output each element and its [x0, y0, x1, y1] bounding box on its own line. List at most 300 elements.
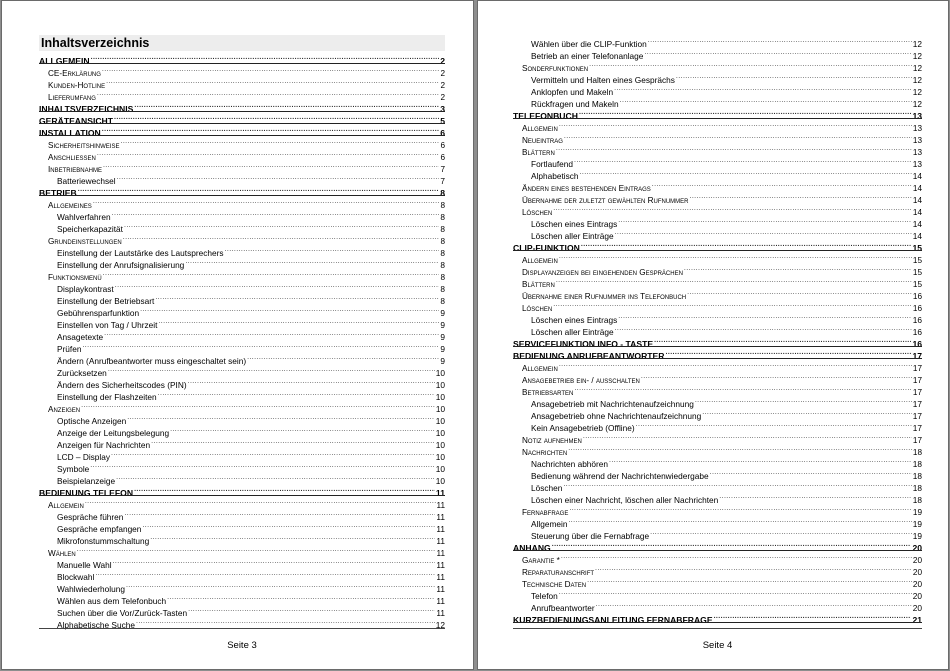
- dot-leader: [140, 304, 439, 316]
- dot-leader: [97, 88, 440, 100]
- toc-entry[interactable]: [513, 527, 922, 539]
- toc-entry-page-number: 19: [912, 508, 922, 517]
- dot-leader: [695, 395, 912, 407]
- toc-entry[interactable]: [513, 215, 922, 227]
- toc-entry-page-number: 8: [440, 248, 445, 258]
- dot-leader: [552, 539, 912, 551]
- toc-entry-text: Reparaturanschrift: [522, 568, 595, 577]
- dot-leader: [719, 491, 912, 503]
- toc-entry[interactable]: [513, 107, 922, 119]
- toc-entry[interactable]: [39, 208, 445, 220]
- toc-entry-text: Wählen: [48, 549, 76, 558]
- toc-entry-page-number: 9: [440, 320, 445, 330]
- toc-entry-page-number: 12: [912, 39, 922, 49]
- toc-entry-text: ANHANG: [513, 543, 551, 553]
- toc-entry-text: BEDIENUNG ANRUFBEANTWORTER: [513, 351, 665, 361]
- dot-leader: [689, 191, 911, 203]
- toc-entry-page-number: 17: [912, 411, 922, 421]
- dot-leader: [185, 256, 439, 268]
- toc-entry-text: Allgemein: [48, 501, 84, 510]
- toc-entry-page-number: 6: [440, 141, 445, 150]
- toc-entry[interactable]: [513, 47, 922, 59]
- toc-entry[interactable]: [513, 275, 922, 287]
- toc-entry-text: Neueintrag: [522, 136, 563, 145]
- toc-entry-text: Anzeige der Leitungsbelegung: [57, 428, 170, 438]
- toc-entry[interactable]: [39, 484, 445, 496]
- toc-entry-page-number: 13: [912, 111, 922, 121]
- toc-entry[interactable]: [513, 71, 922, 83]
- toc-entry[interactable]: [39, 196, 445, 208]
- toc-entry[interactable]: [513, 479, 922, 491]
- toc-entry[interactable]: [39, 148, 445, 160]
- dot-leader: [559, 587, 912, 599]
- toc-entry-page-number: 8: [440, 260, 445, 270]
- toc-entry[interactable]: [513, 227, 922, 239]
- toc-entry[interactable]: [39, 400, 445, 412]
- toc-entry-text: Fortlaufend: [531, 159, 573, 169]
- toc-entry[interactable]: [39, 460, 445, 472]
- toc-entry-page-number: 8: [440, 201, 445, 210]
- toc-entry-page-number: 18: [912, 448, 922, 457]
- toc-entry-text: Löschen: [531, 483, 563, 493]
- toc-entry[interactable]: [513, 35, 922, 47]
- dot-leader: [127, 412, 435, 424]
- toc-entry[interactable]: [39, 52, 445, 64]
- dot-leader: [581, 239, 912, 251]
- toc-entry-text: ALLGEMEIN: [39, 56, 90, 66]
- dot-leader: [85, 496, 436, 508]
- toc-entry-page-number: 8: [440, 237, 445, 246]
- toc-entry-text: Anrufbeantworter: [531, 603, 595, 613]
- dot-leader: [568, 515, 911, 527]
- toc-entry[interactable]: [513, 155, 922, 167]
- toc-entry-page-number: 14: [912, 231, 922, 241]
- toc-entry[interactable]: [513, 539, 922, 551]
- toc-entry[interactable]: [39, 124, 445, 136]
- dot-leader: [618, 215, 912, 227]
- toc-entry-text: Nachrichten abhören: [531, 459, 609, 469]
- toc-entry-page-number: 10: [435, 392, 445, 402]
- dot-leader: [90, 460, 434, 472]
- toc-entry-page-number: 12: [435, 620, 445, 630]
- toc-entry-page-number: 11: [435, 488, 445, 498]
- dot-leader: [134, 100, 439, 112]
- toc-entry-page-number: 16: [912, 304, 922, 313]
- toc-entry-page-number: 11: [436, 524, 445, 534]
- toc-entry[interactable]: [513, 407, 922, 419]
- toc-entry[interactable]: [39, 592, 445, 604]
- toc-entry-text: BETRIEB: [39, 188, 77, 198]
- dot-leader: [102, 64, 440, 76]
- dot-leader: [114, 112, 439, 124]
- toc-entry-page-number: 10: [435, 440, 445, 450]
- toc-entry[interactable]: [513, 179, 922, 191]
- toc-entry-page-number: 20: [912, 556, 922, 565]
- dot-leader: [553, 203, 912, 215]
- dot-leader: [158, 316, 439, 328]
- toc-entry-page-number: 10: [435, 416, 445, 426]
- toc-entry-page-number: 10: [435, 368, 445, 378]
- toc-entry-page-number: 11: [436, 536, 445, 546]
- toc-entry[interactable]: [513, 551, 922, 563]
- toc-entry-text: Displaykontrast: [57, 284, 114, 294]
- toc-entry-text: Lieferumfang: [48, 93, 96, 102]
- toc-entry[interactable]: [513, 611, 922, 623]
- toc-entry-page-number: 17: [912, 436, 922, 445]
- dot-leader: [124, 508, 435, 520]
- toc-entry-text: Löschen: [522, 208, 553, 217]
- dot-leader: [91, 52, 440, 64]
- toc-entry[interactable]: [513, 263, 922, 275]
- toc-entry-page-number: 11: [436, 596, 445, 606]
- toc-entry[interactable]: [39, 100, 445, 112]
- toc-entry-text: Betriebsarten: [522, 388, 574, 397]
- dot-leader: [580, 167, 912, 179]
- toc-entry[interactable]: [513, 431, 922, 443]
- dot-leader: [115, 280, 440, 292]
- dot-leader: [614, 83, 912, 95]
- toc-entry[interactable]: [39, 496, 445, 508]
- toc-entry[interactable]: [513, 95, 922, 107]
- toc-entries-left: [39, 52, 445, 628]
- dot-leader: [650, 527, 912, 539]
- toc-entry[interactable]: [513, 395, 922, 407]
- toc-entry[interactable]: [513, 515, 922, 527]
- toc-entry[interactable]: [39, 268, 445, 280]
- dot-leader: [77, 544, 436, 556]
- toc-entry[interactable]: [513, 299, 922, 311]
- toc-entry[interactable]: [39, 160, 445, 172]
- toc-entry-page-number: 19: [912, 519, 922, 529]
- toc-entry-text: Allgemein: [531, 519, 568, 529]
- toc-entry-text: Beispielanzeige: [57, 476, 116, 486]
- toc-entry[interactable]: [513, 503, 922, 515]
- toc-entry-page-number: 15: [912, 256, 922, 265]
- toc-entry[interactable]: [513, 131, 922, 143]
- toc-entry[interactable]: [513, 419, 922, 431]
- toc-entry-page-number: 11: [436, 560, 445, 570]
- toc-title: Inhaltsverzeichnis: [39, 35, 445, 51]
- toc-entry[interactable]: [513, 455, 922, 467]
- toc-entry-text: Löschen eines Eintrags: [531, 219, 618, 229]
- toc-entry-text: Ändern eines bestehenden Eintrags: [522, 184, 651, 193]
- toc-entry-page-number: 16: [912, 292, 922, 301]
- toc-entry-text: Wählen aus dem Telefonbuch: [57, 596, 167, 606]
- toc-entry-page-number: 8: [440, 224, 445, 234]
- toc-entry-text: Vermitteln und Halten eines Gesprächs: [531, 75, 675, 85]
- dot-leader: [579, 107, 912, 119]
- toc-entry-page-number: 6: [440, 128, 445, 138]
- toc-entry[interactable]: [513, 347, 922, 359]
- toc-entry[interactable]: [513, 371, 922, 383]
- toc-entry[interactable]: [39, 292, 445, 304]
- toc-entry-page-number: 8: [440, 188, 445, 198]
- toc-entry[interactable]: [39, 280, 445, 292]
- toc-entry[interactable]: [513, 59, 922, 71]
- toc-entry[interactable]: [513, 191, 922, 203]
- toc-entry-page-number: 10: [435, 405, 445, 414]
- toc-entry-page-number: 14: [912, 171, 922, 181]
- toc-entry[interactable]: [39, 412, 445, 424]
- dot-leader: [170, 424, 435, 436]
- dot-leader: [104, 328, 439, 340]
- toc-entry-page-number: 8: [440, 284, 445, 294]
- toc-entry-text: Ansagebetrieb ohne Nachrichtenaufzeichnung: [531, 411, 702, 421]
- toc-entry-page-number: 10: [435, 476, 445, 486]
- toc-entry-page-number: 18: [912, 495, 922, 505]
- toc-entry-text: Gebührensparfunktion: [57, 308, 140, 318]
- page-footer-right: Seite 4: [513, 628, 922, 651]
- toc-entry-text: Notiz aufnehmen: [522, 436, 582, 445]
- toc-entry-text: Ändern des Sicherheitscodes (PIN): [57, 380, 187, 390]
- toc-entry[interactable]: [513, 383, 922, 395]
- toc-entry-text: Einstellen von Tag / Uhrzeit: [57, 320, 158, 330]
- dot-leader: [78, 184, 439, 196]
- toc-entry-page-number: 2: [440, 56, 445, 66]
- toc-entry[interactable]: [39, 580, 445, 592]
- toc-entry-text: Ansagetexte: [57, 332, 104, 342]
- dot-leader: [136, 616, 435, 628]
- toc-entry[interactable]: [39, 184, 445, 196]
- toc-entry-text: Übernahme der zuletzt gewählten Rufnummer: [522, 196, 689, 205]
- toc-entry-page-number: 21: [912, 615, 922, 625]
- toc-entry[interactable]: [513, 599, 922, 611]
- toc-entry-page-number: 7: [440, 176, 445, 186]
- toc-entry-text: Optische Anzeigen: [57, 416, 127, 426]
- toc-entry[interactable]: [39, 256, 445, 268]
- toc-entry-page-number: 8: [440, 212, 445, 222]
- dot-leader: [225, 244, 440, 256]
- toc-entry[interactable]: [513, 335, 922, 347]
- dot-leader: [563, 479, 911, 491]
- dot-leader: [112, 208, 440, 220]
- toc-entry-page-number: 15: [912, 243, 922, 253]
- toc-entry-text: GERÄTEANSICHT: [39, 116, 114, 126]
- toc-entry-page-number: 11: [436, 572, 445, 582]
- toc-entry-page-number: 6: [440, 153, 445, 162]
- toc-entry[interactable]: [39, 424, 445, 436]
- toc-entry-text: Blättern: [522, 280, 555, 289]
- toc-entry-text: Wahlwiederholung: [57, 584, 125, 594]
- toc-entry[interactable]: [39, 616, 445, 628]
- dot-leader: [117, 172, 440, 184]
- toc-entry-page-number: 8: [440, 296, 445, 306]
- toc-entry-page-number: 14: [912, 208, 922, 217]
- toc-entry[interactable]: [39, 220, 445, 232]
- toc-entries-right: [513, 35, 922, 623]
- toc-entry[interactable]: [39, 340, 445, 352]
- toc-entry[interactable]: [513, 311, 922, 323]
- toc-entry[interactable]: [513, 575, 922, 587]
- toc-entry-page-number: 18: [912, 483, 922, 493]
- toc-entry[interactable]: [39, 112, 445, 124]
- toc-entry-page-number: 14: [912, 196, 922, 205]
- toc-entry-text: Löschen: [522, 304, 553, 313]
- dot-leader: [652, 179, 912, 191]
- toc-entry-page-number: 9: [440, 308, 445, 318]
- toc-entry-text: Löschen eines Eintrags: [531, 315, 618, 325]
- toc-entry-text: Displayanzeigen bei eingehenden Gesprächen: [522, 268, 683, 277]
- toc-entry[interactable]: [39, 64, 445, 76]
- dot-leader: [158, 388, 435, 400]
- toc-entry[interactable]: [513, 83, 922, 95]
- toc-entry[interactable]: [513, 287, 922, 299]
- toc-entry-text: Gespräche empfangen: [57, 524, 142, 534]
- dot-leader: [702, 407, 912, 419]
- toc-entry-text: Betrieb an einer Telefonanlage: [531, 51, 644, 61]
- dot-leader: [97, 148, 440, 160]
- toc-entry-page-number: 17: [912, 388, 922, 397]
- dot-leader: [574, 383, 912, 395]
- toc-entry-page-number: 11: [436, 501, 445, 510]
- toc-entry-text: Löschen aller Einträge: [531, 327, 614, 337]
- toc-entry-text: INSTALLATION: [39, 128, 101, 138]
- toc-entry-text: Manuelle Wahl: [57, 560, 112, 570]
- toc-entry-text: Suchen über die Vor/Zurück-Tasten: [57, 608, 188, 618]
- dot-leader: [684, 263, 912, 275]
- toc-entry-text: Sicherheitshinweise: [48, 141, 120, 150]
- toc-entry-text: Alphabetische Suche: [57, 620, 135, 630]
- toc-entry[interactable]: [513, 143, 922, 155]
- toc-entry[interactable]: [39, 328, 445, 340]
- dot-leader: [553, 299, 912, 311]
- toc-entry-text: Ansagebetrieb mit Nachrichtenaufzeichnung: [531, 399, 694, 409]
- toc-entry-page-number: 11: [436, 549, 445, 558]
- dot-leader: [609, 455, 912, 467]
- toc-entry-text: Rückfragen und Makeln: [531, 99, 619, 109]
- toc-entry[interactable]: [513, 323, 922, 335]
- toc-entry-page-number: 16: [912, 339, 922, 349]
- toc-entry[interactable]: [39, 544, 445, 556]
- toc-right: [513, 35, 922, 623]
- toc-entry[interactable]: [39, 136, 445, 148]
- toc-entry-page-number: 5: [440, 116, 445, 126]
- toc-entry-text: Sonderfunktionen: [522, 64, 589, 73]
- toc-entry-text: Nachrichten: [522, 448, 568, 457]
- toc-entry[interactable]: [513, 491, 922, 503]
- dot-leader: [666, 347, 912, 359]
- toc-entry-page-number: 10: [435, 380, 445, 390]
- toc-entry-page-number: 13: [912, 148, 922, 157]
- toc-entry[interactable]: [39, 244, 445, 256]
- toc-entry-page-number: 10: [435, 464, 445, 474]
- toc-entry-text: CE-Erklärung: [48, 69, 101, 78]
- left-page: [1, 0, 474, 670]
- toc-entry-page-number: 18: [912, 459, 922, 469]
- toc-entry[interactable]: [513, 239, 922, 251]
- toc-entry[interactable]: [39, 532, 445, 544]
- toc-entry[interactable]: [39, 448, 445, 460]
- toc-entry-text: Einstellung der Flashzeiten: [57, 392, 157, 402]
- dot-leader: [113, 556, 436, 568]
- dot-leader: [93, 196, 440, 208]
- toc-entry[interactable]: [39, 556, 445, 568]
- toc-entry-text: Allgemein: [522, 256, 558, 265]
- toc-entry[interactable]: [39, 508, 445, 520]
- toc-entry-text: Batteriewechsel: [57, 176, 116, 186]
- dot-leader: [116, 472, 435, 484]
- toc-entry-text: Gespräche führen: [57, 512, 124, 522]
- toc-entry[interactable]: [513, 359, 922, 371]
- dot-leader: [589, 59, 912, 71]
- toc-entry-page-number: 15: [912, 268, 922, 277]
- toc-entry[interactable]: [39, 568, 445, 580]
- dot-leader: [648, 35, 912, 47]
- dot-leader: [95, 568, 435, 580]
- toc-entry[interactable]: [39, 316, 445, 328]
- toc-entry-text: Funktionsmenü: [48, 273, 102, 282]
- dot-leader: [636, 419, 912, 431]
- toc-entry-text: LCD – Display: [57, 452, 111, 462]
- toc-entry-text: Anschliessen: [48, 153, 96, 162]
- dot-leader: [596, 599, 912, 611]
- toc-entry-text: TELEFONBUCH: [513, 111, 578, 121]
- toc-entry[interactable]: [513, 119, 922, 131]
- toc-entry-page-number: 17: [912, 423, 922, 433]
- toc-entry[interactable]: [39, 364, 445, 376]
- toc-entry[interactable]: [513, 167, 922, 179]
- toc-entry-text: Allgemein: [522, 124, 558, 133]
- toc-entry-text: Anklopfen und Makeln: [531, 87, 614, 97]
- toc-entry-text: Allgemeines: [48, 201, 92, 210]
- toc-entry[interactable]: [39, 376, 445, 388]
- dot-leader: [188, 376, 435, 388]
- right-page: [477, 0, 949, 670]
- toc-entry[interactable]: [39, 304, 445, 316]
- dot-leader: [151, 436, 435, 448]
- dot-leader: [620, 95, 912, 107]
- toc-entry[interactable]: [39, 604, 445, 616]
- toc-entry-page-number: 13: [912, 159, 922, 169]
- toc-entry[interactable]: [39, 232, 445, 244]
- toc-entry[interactable]: [39, 76, 445, 88]
- dot-leader: [556, 143, 912, 155]
- toc-entry-page-number: 7: [440, 165, 445, 174]
- dot-leader: [710, 467, 912, 479]
- toc-entry[interactable]: [39, 520, 445, 532]
- toc-entry-page-number: 2: [440, 81, 445, 90]
- toc-entry[interactable]: [39, 388, 445, 400]
- toc-entry-text: Bedienung während der Nachrichtenwiedergabe: [531, 471, 709, 481]
- toc-entry[interactable]: [513, 251, 922, 263]
- toc-entry-page-number: 11: [436, 608, 445, 618]
- toc-entry[interactable]: [513, 563, 922, 575]
- toc-entry-page-number: 17: [912, 364, 922, 373]
- toc-entry-text: Prüfen: [57, 344, 82, 354]
- toc-entry[interactable]: [513, 443, 922, 455]
- dot-leader: [559, 359, 912, 371]
- toc-entry[interactable]: [513, 203, 922, 215]
- toc-entry-text: Inbetriebnahme: [48, 165, 102, 174]
- toc-entry[interactable]: [39, 436, 445, 448]
- dot-leader: [102, 124, 439, 136]
- dot-leader: [559, 251, 912, 263]
- dot-leader: [587, 575, 912, 587]
- toc-entry[interactable]: [513, 587, 922, 599]
- toc-entry-text: Anzeigen für Nachrichten: [57, 440, 151, 450]
- toc-entry[interactable]: [513, 467, 922, 479]
- toc-entry[interactable]: [39, 172, 445, 184]
- toc-entry[interactable]: [39, 352, 445, 364]
- dot-leader: [568, 443, 912, 455]
- toc-entry-text: CLIP-FUNKTION: [513, 243, 580, 253]
- toc-entry[interactable]: [39, 472, 445, 484]
- dot-leader: [595, 563, 912, 575]
- toc-entry-text: Anzeigen: [48, 405, 81, 414]
- toc-entry-text: Allgemein: [522, 364, 558, 373]
- toc-entry-text: Technische Daten: [522, 580, 587, 589]
- toc-entry[interactable]: [39, 88, 445, 100]
